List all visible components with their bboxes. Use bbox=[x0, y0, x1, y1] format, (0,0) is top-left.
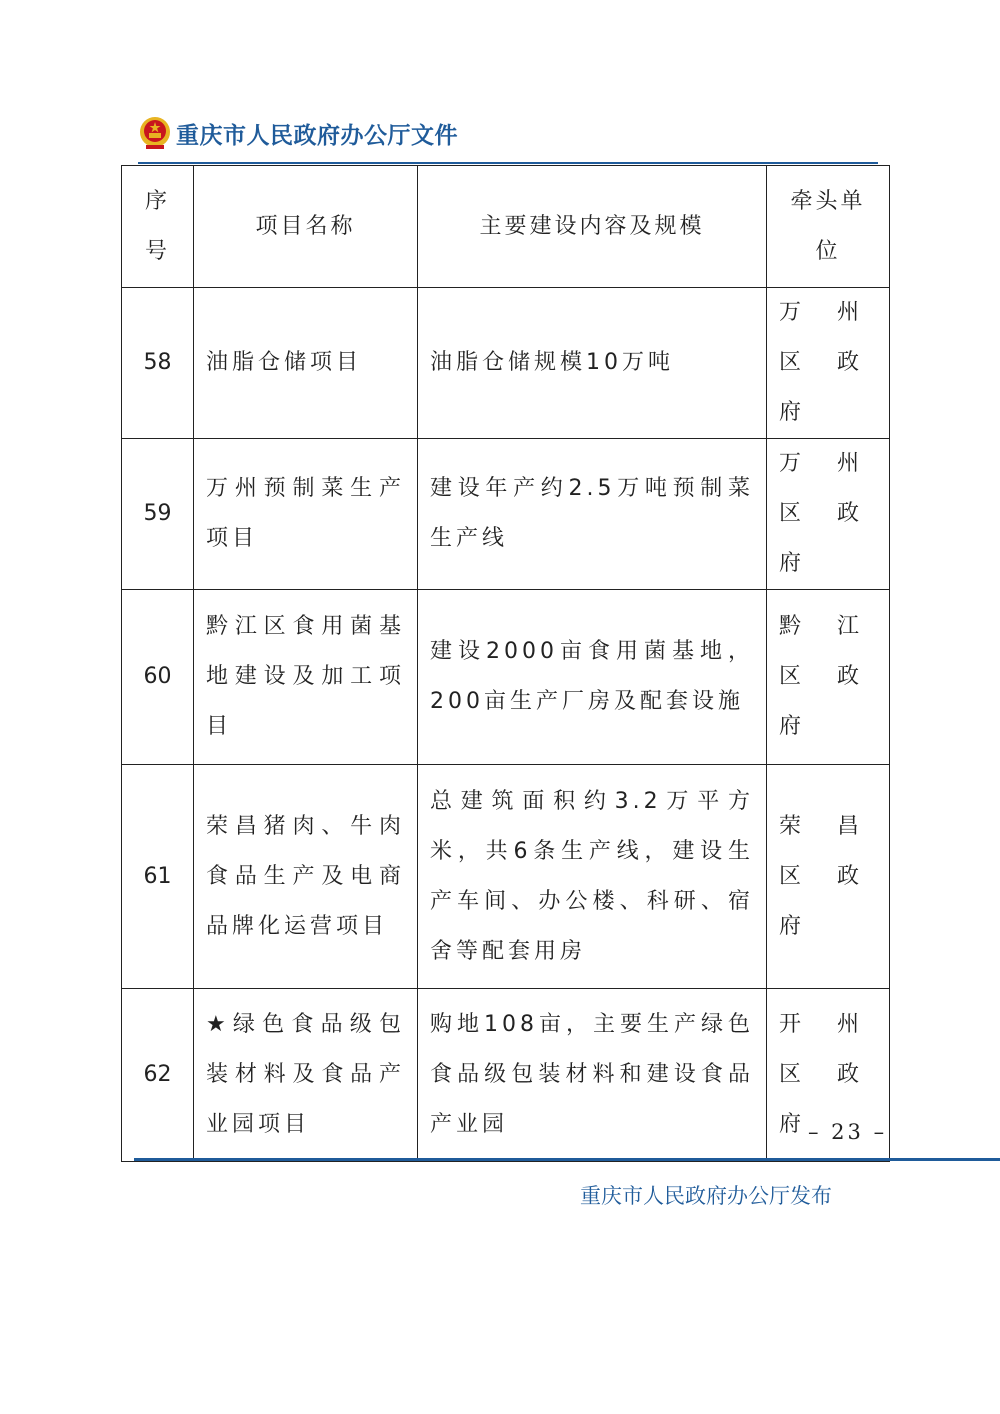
lead-unit: 荣昌区政府 bbox=[767, 765, 890, 989]
table-row bbox=[122, 765, 890, 989]
row-number: 60 bbox=[122, 590, 194, 765]
lead-unit: 黔江区政府 bbox=[767, 590, 890, 765]
page-number: – 23 – bbox=[808, 1120, 888, 1144]
lead-unit: 万州区政府 bbox=[767, 439, 890, 590]
column-header-content: 主要建设内容及规模 bbox=[418, 166, 767, 288]
row-number: 59 bbox=[122, 439, 194, 590]
project-name: 万州预制菜生产项目 bbox=[194, 439, 418, 590]
table-row bbox=[122, 590, 890, 765]
row-number: 58 bbox=[122, 288, 194, 439]
footer-publisher: 重庆市人民政府办公厅发布 bbox=[580, 1184, 832, 1208]
project-name: 黔江区食用菌基地建设及加工项目 bbox=[194, 590, 418, 765]
column-header-no: 序号 bbox=[122, 166, 194, 288]
project-name: ★绿色食品级包装材料及食品产业园项目 bbox=[194, 989, 418, 1162]
column-header-unit: 牵头单位 bbox=[767, 166, 890, 288]
footer-divider bbox=[134, 1158, 1000, 1161]
lead-unit: 万州区政府 bbox=[767, 288, 890, 439]
document-header bbox=[138, 108, 458, 158]
project-table bbox=[121, 165, 890, 1162]
column-header-name: 项目名称 bbox=[194, 166, 418, 288]
table-row bbox=[122, 989, 890, 1162]
header-divider bbox=[138, 162, 878, 164]
row-number: 62 bbox=[122, 989, 194, 1162]
project-content: 总建筑面积约3.2万平方米，共6条生产线，建设生产车间、办公楼、科研、宿舍等配套用房 bbox=[418, 765, 767, 989]
lead-unit: 开州区政府 bbox=[767, 989, 890, 1162]
project-name: 油脂仓储项目 bbox=[194, 288, 418, 439]
project-content: 建设年产约2.5万吨预制菜生产线 bbox=[418, 439, 767, 590]
project-content: 油脂仓储规模10万吨 bbox=[418, 288, 767, 439]
table-row bbox=[122, 288, 890, 439]
table-row bbox=[122, 439, 890, 590]
header-title: 重庆市人民政府办公厅文件 bbox=[176, 121, 458, 149]
project-content: 建设2000亩食用菌基地，200亩生产厂房及配套设施 bbox=[418, 590, 767, 765]
project-content: 购地108亩，主要生产绿色食品级包装材料和建设食品产业园 bbox=[418, 989, 767, 1162]
table-header-row bbox=[122, 166, 890, 288]
project-name: 荣昌猪肉、牛肉食品生产及电商品牌化运营项目 bbox=[194, 765, 418, 989]
national-emblem-icon bbox=[138, 114, 172, 152]
row-number: 61 bbox=[122, 765, 194, 989]
